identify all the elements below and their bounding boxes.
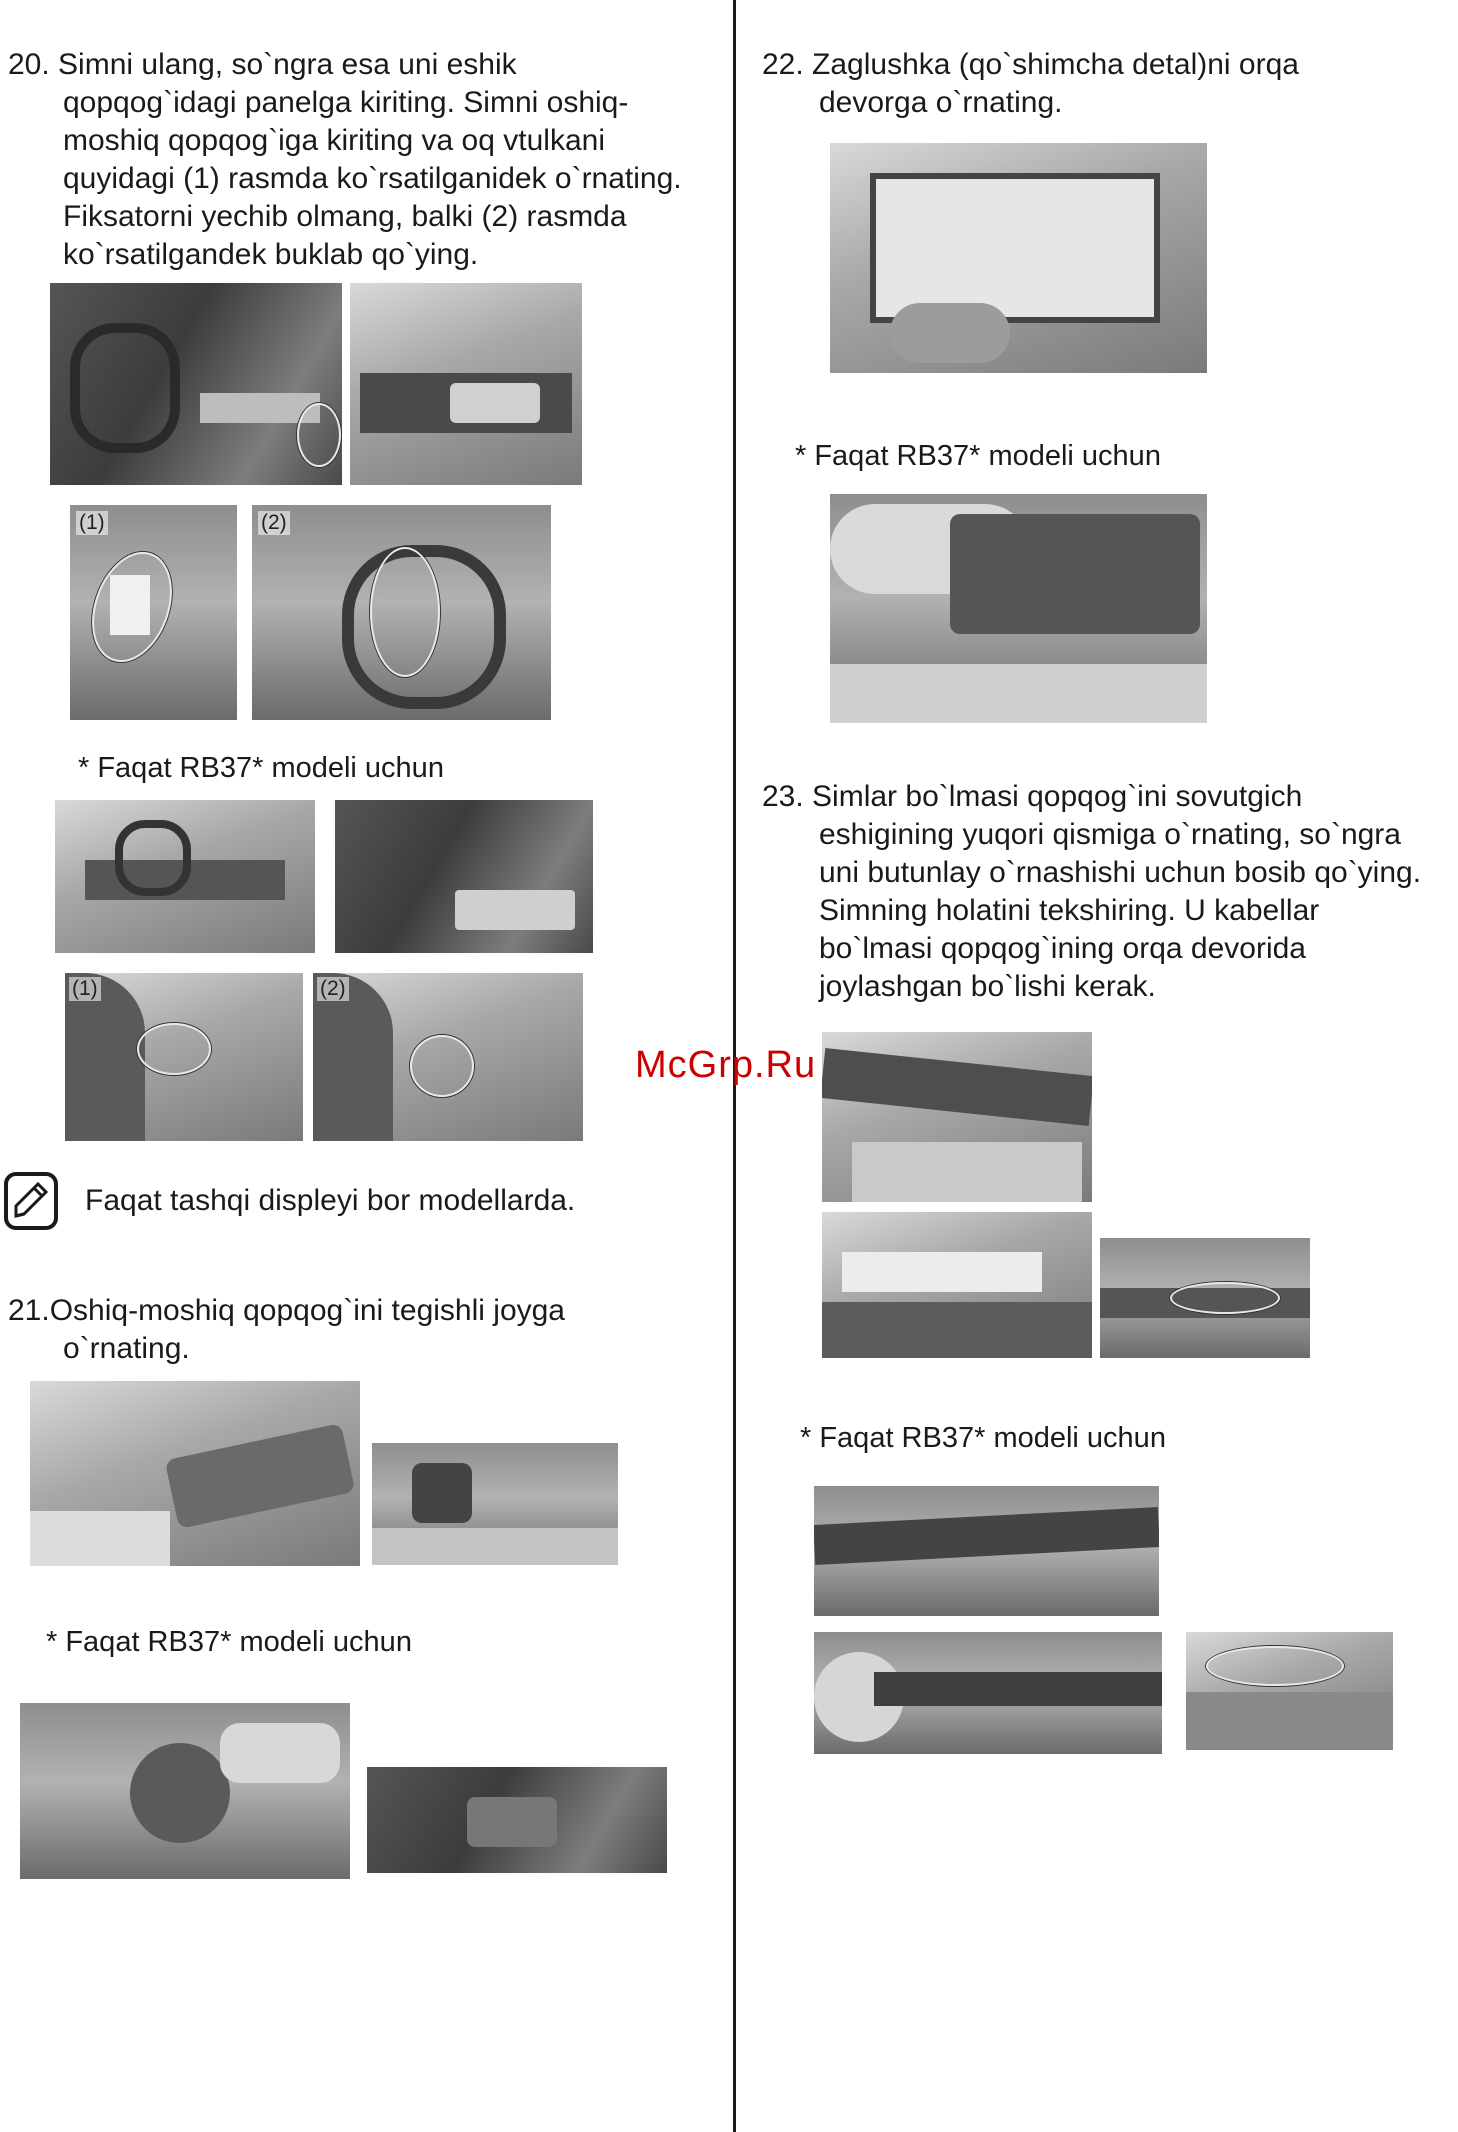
step-21-photo-cover-install: [30, 1381, 360, 1566]
rb37-model-note: * Faqat RB37* modeli uchun: [46, 1626, 412, 1658]
step-23-line: joylashgan bo`lishi kerak.: [819, 970, 1156, 1003]
step-20-line: ko`rsatilgandek buklab qo`ying.: [63, 238, 479, 271]
step-21-rb37-photo-cover-install: [20, 1703, 350, 1879]
step-21-line: o`rnating.: [63, 1332, 190, 1365]
step-20-rb37-photo-2: [313, 973, 583, 1141]
watermark: McGrp.Ru: [635, 1044, 817, 1086]
step-22-line: devorga o`rnating.: [819, 86, 1063, 119]
step-20-line: quyidagi (1) rasmda ko`rsatilganidek o`rnating.: [63, 162, 682, 195]
step-20-line: 20. Simni ulang, so`ngra esa uni eshik: [8, 48, 517, 81]
step-20-photo-1-bushing: [70, 505, 237, 720]
step-21-photo-cover-placed: [372, 1443, 618, 1565]
step-23-line: uni butunlay o`rnashishi uchun bosib qo`ying.: [819, 856, 1422, 889]
rb37-model-note: * Faqat RB37* modeli uchun: [78, 752, 444, 784]
photo-caption: (1): [69, 977, 101, 1001]
display-models-note: Faqat tashqi displeyi bor modellarda.: [85, 1184, 576, 1217]
step-23-line: bo`lmasi qopqog`ining orqa devorida: [819, 932, 1306, 965]
step-20-photo-2-latch: [252, 505, 551, 720]
step-20-line: moshiq qopqog`iga kiriting va oq vtulkani: [63, 124, 605, 157]
step-20-line: qopqog`idagi panelga kiriting. Simni oshiq-: [63, 86, 629, 119]
step-23-rb37-photo-wire-check: [1186, 1632, 1393, 1750]
step-23-line: eshigining yuqori qismiga o`rnating, so`ngra: [819, 818, 1401, 851]
step-23-line: 23. Simlar bo`lmasi qopqog`ini sovutgich: [762, 780, 1303, 813]
step-21-rb37-photo-cover-placed: [367, 1767, 667, 1873]
step-23-photo-wire-check: [1100, 1238, 1310, 1358]
step-20-photo-hinge-wire: [50, 283, 342, 485]
step-22-rb37-photo-plug: [830, 494, 1207, 723]
step-20-rb37-photo-panel: [335, 800, 593, 953]
step-22-instructions: [762, 46, 1299, 122]
step-23-rb37-photo-cover-press: [814, 1632, 1162, 1754]
step-20-photo-panel: [350, 283, 582, 485]
step-22-photo-plug-install: [830, 143, 1207, 373]
step-20-instructions: [8, 46, 682, 274]
step-20-rb37-photo-hinge: [55, 800, 315, 953]
step-21-instructions: [8, 1292, 565, 1368]
step-22-line: 22. Zaglushka (qo`shimcha detal)ni orqa: [762, 48, 1299, 81]
note-pencil-icon: [4, 1172, 58, 1230]
step-20-rb37-photo-1: [65, 973, 303, 1141]
step-23-photo-cover-top: [822, 1032, 1092, 1202]
rb37-model-note: * Faqat RB37* modeli uchun: [795, 440, 1161, 472]
photo-caption: (2): [317, 977, 349, 1001]
step-20-line: Fiksatorni yechib olmang, balki (2) rasmda: [63, 200, 627, 233]
step-23-rb37-photo-cover-top: [814, 1486, 1159, 1616]
step-23-photo-cover-press: [822, 1212, 1092, 1358]
photo-caption: (1): [76, 511, 108, 535]
step-21-line: 21.Oshiq-moshiq qopqog`ini tegishli joyga: [8, 1294, 565, 1327]
photo-caption: (2): [258, 511, 290, 535]
rb37-model-note: * Faqat RB37* modeli uchun: [800, 1422, 1166, 1454]
step-23-line: Simning holatini tekshiring. U kabellar: [819, 894, 1320, 927]
step-23-instructions: [762, 778, 1421, 1006]
